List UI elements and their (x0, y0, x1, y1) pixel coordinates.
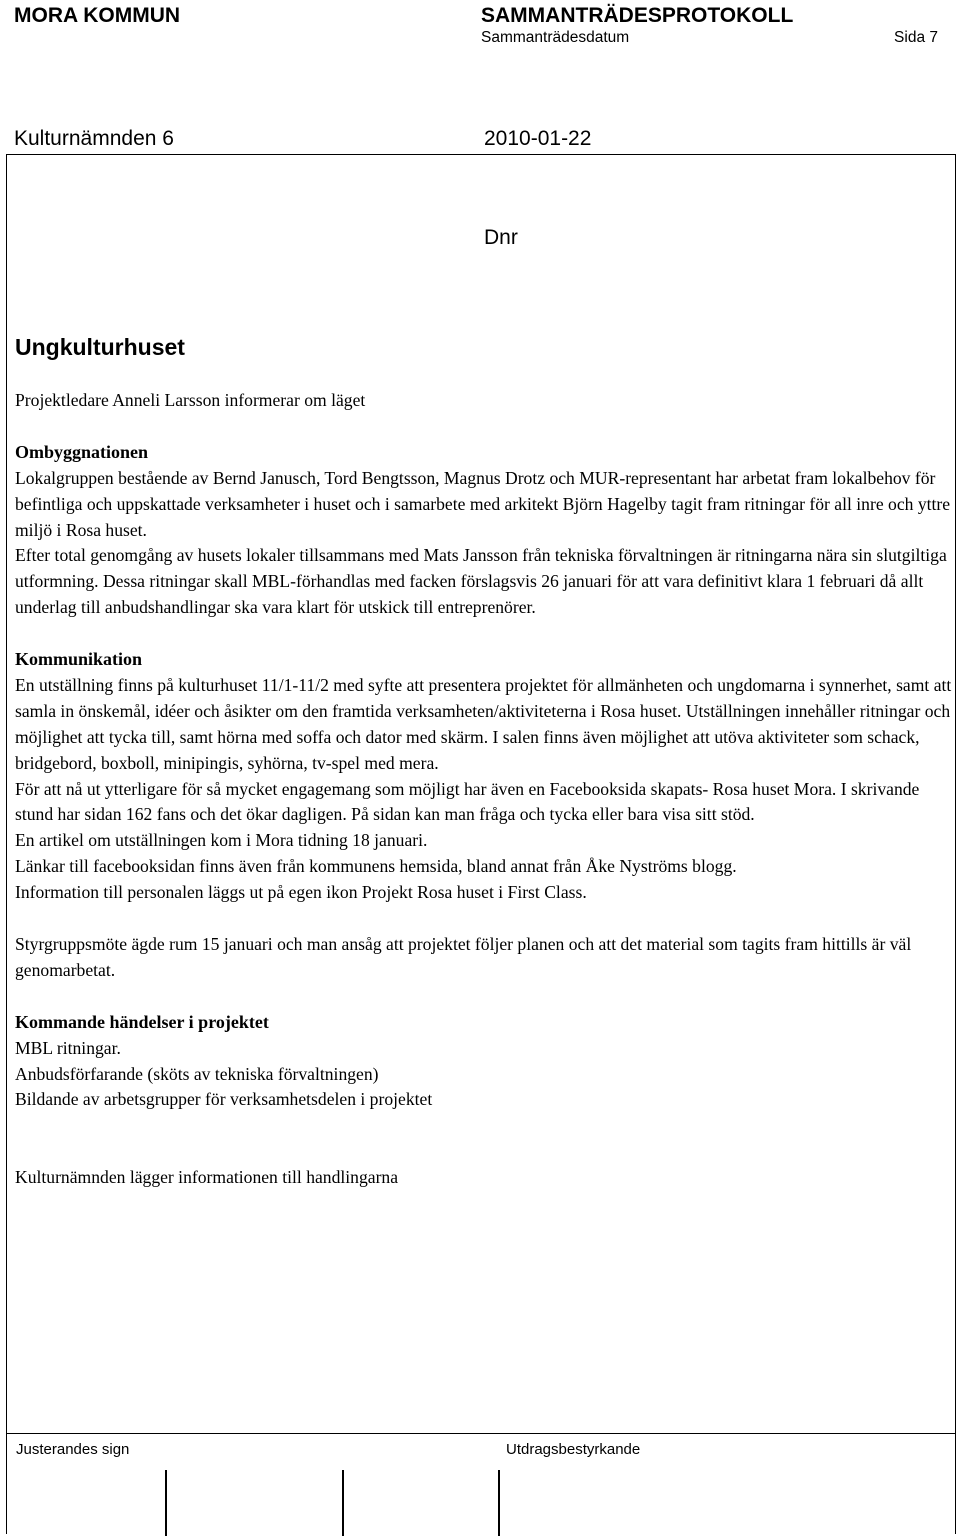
section-intro: Projektledare Anneli Larsson informerar om läget (15, 390, 366, 410)
meeting-date-label: Sammanträdesdatum (481, 29, 630, 46)
section-title: Ungkulturhuset (15, 334, 185, 360)
list-item: Anbudsförfarande (sköts av tekniska förvaltningen) (15, 1063, 379, 1084)
certified-copy-label: Utdragsbestyrkande (506, 1441, 641, 1458)
section-body (15, 330, 955, 1191)
list-item: Bildande av arbetsgrupper för verksamhetsdelen i projektet (15, 1089, 433, 1110)
board-name: Kulturnämnden 6 (14, 127, 174, 150)
kommunikation-paragraph: Länkar till facebooksidan finns även från kommunens hemsida, bland annat från Åke Nyströms blogg. (15, 856, 737, 877)
signature-divider (498, 1470, 500, 1536)
signature-bar (6, 1433, 956, 1536)
kommunikation-paragraph: Information till personalen läggs ut på egen ikon Projekt Rosa huset i First Class. (15, 882, 587, 903)
kommunikation-paragraph: En utställning finns på kulturhuset 11/1-11/2 med syfte att presentera projektet för allmänheten och ungdomarna i synnerhet, samt att samla in önskemål, idéer och åsikter om den framtida verksamheten/aktiviteterna i Rosa huset. Utställningen innehåller ritningar och möjlighet att tycka till, samt hörna med soffa och dator med skärm. I salen finns även möjlighet att utöva aktiviteter som schack, bridgebord, boxboll, minipingis, syhörna, tv-spel med mera. (15, 674, 952, 773)
dnr-label: Dnr (484, 226, 518, 249)
page-number: Sida 7 (894, 29, 938, 46)
ombyggnad-paragraph: Lokalgruppen bestående av Bernd Janusch, Tord Bengtsson, Magnus Drotz och MUR-representant har arbetat fram lokalbehov för befintliga och uppskattade verksamheter i huset och i samarbete med arkitekt Björn Hagelby tagit fram ritningar för all inre och yttre miljö i Rosa huset. (15, 467, 951, 540)
ombyggnad-heading: Ombyggnationen (15, 441, 149, 462)
signature-divider (165, 1470, 167, 1536)
ombyggnad-paragraph: Efter total genomgång av husets lokaler tillsammans med Mats Jansson från tekniska förvaltningen är ritningarna nära sin slutgiltiga utformning. Dessa ritningar skall MBL-förhandlas med facken förslagsvis 26 januari för att vara definitivt klara 1 februari då allt underlag till anbudshandlingar ska vara klart för utskick till entreprenörer. (15, 545, 947, 618)
adjusters-sign-label: Justerandes sign (16, 1441, 130, 1458)
signature-divider (342, 1470, 344, 1536)
decision-text: Kulturnämnden lägger informationen till handlingarna (15, 1167, 399, 1188)
kommunikation-paragraph: En artikel om utställningen kom i Mora tidning 18 januari. (15, 830, 428, 851)
styrgrupp-paragraph: Styrgruppsmöte ägde rum 15 januari och man ansåg att projektet följer planen och att det material som tagits fram hittills är väl genomarbetat. (15, 933, 912, 980)
meeting-date: 2010-01-22 (484, 127, 592, 150)
list-item: MBL ritningar. (15, 1037, 121, 1058)
kommande-heading: Kommande händelser i projektet (15, 1011, 269, 1032)
kommunikation-paragraph: För att nå ut ytterligare för så mycket engagemang som möjligt har även en Facebooksida skapats- Rosa huset Mora. I skrivande stund har sidan 162 fans och det ökar dagligen. På sidan kan man fråga och tycka eller bara visa sitt stöd. (15, 778, 920, 825)
document-type: SAMMANTRÄDESPROTOKOLL (481, 4, 794, 27)
organization-name: MORA KOMMUN (14, 4, 181, 27)
kommunikation-heading: Kommunikation (15, 649, 143, 670)
